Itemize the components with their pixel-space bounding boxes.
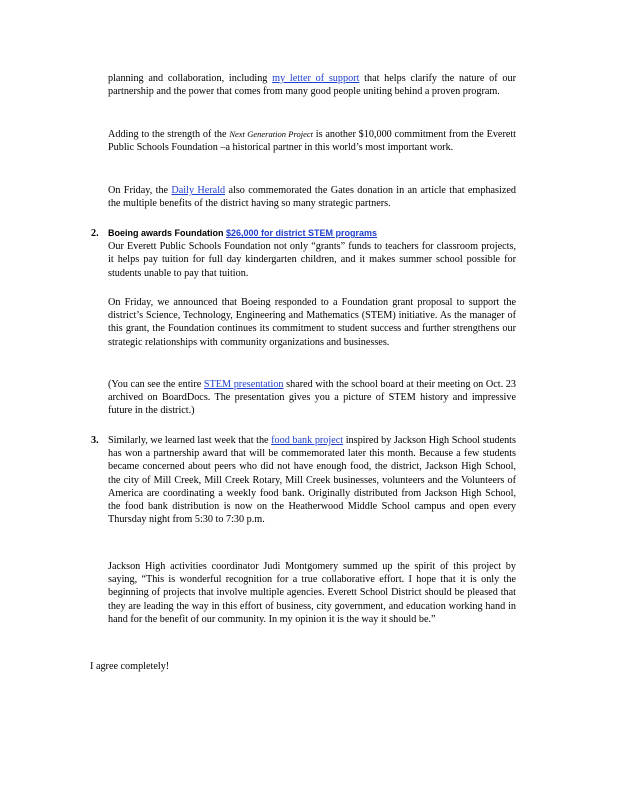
- link-letter-of-support[interactable]: my letter of support: [272, 73, 360, 84]
- text-run: is another $10,000 commitment from the Everett Public Schools Foundation –a historical partner in this world’s most important work.: [108, 129, 517, 154]
- text-run: shared with the school board at their meeting on Oct. 23 archived on BoardDocs. The presentation gives you a picture of STEM history and impressive future in the district.): [108, 379, 516, 417]
- list-number-2: 2.: [91, 228, 99, 239]
- link-daily-herald[interactable]: Daily Herald: [171, 185, 226, 196]
- text-run: Similarly, we learned last week that the: [108, 435, 272, 446]
- text-run: planning and collaboration, including: [108, 73, 273, 84]
- list-item-2: [108, 227, 516, 280]
- text-run: Adding to the strength of the: [108, 129, 230, 140]
- text-run: that helps clarify the nature of our partnership and the power that comes from many good people uniting behind a proven program.: [108, 73, 516, 98]
- paragraph-food-bank: [108, 434, 516, 526]
- paragraph-boeing-grant: On Friday, we announced that Boeing responded to a Foundation grant proposal to support the district’s Science, Technology, Engineering and Mathematics (STEM) initiative. As the manager of this grant, the Foundation continues its commitment to student success and further strengthens our strategic relationships with community organizations and businesses.: [108, 297, 516, 348]
- link-stem-programs[interactable]: $26,000 for district STEM programs: [226, 228, 378, 238]
- project-name: Next Generation Project: [229, 129, 314, 139]
- paragraph-montgomery-quote: Jackson High activities coordinator Judi Montgomery summed up the spirit of this project by saying, “This is wonderful recognition for a true collaborative effort. I hope that it is only the beginning of projects that involve multiple agencies. Everett School District should be pleased that they are leading the way in this effort of business, city government, and education working hand in hand for the benefit of our community. In my opinion it is the way it should be.”: [108, 561, 516, 625]
- closing-line: I agree completely!: [90, 661, 170, 672]
- link-stem-presentation[interactable]: STEM presentation: [203, 379, 284, 390]
- paragraph-daily-herald: [108, 184, 516, 210]
- paragraph-stem-presentation: [108, 378, 516, 418]
- heading-boeing: [108, 227, 516, 240]
- list-number-3: 3.: [91, 435, 99, 446]
- link-food-bank-project[interactable]: food bank project: [271, 435, 344, 446]
- heading-text: Boeing awards Foundation: [108, 228, 227, 238]
- paragraph-foundation: Our Everett Public Schools Foundation not only “grants” funds to teachers for classroom projects, it helps pay tuition for full day kindergarten children, and it makes summer school possible for students unable to pay that tuition.: [108, 241, 516, 279]
- text-run: inspired by Jackson High School students has won a partnership award that will be commemorated later this month. Because a few students became concerned about peers who did not have enough food, the district, Jackson High School, the city of Mill Creek, Mill Creek Rotary, Mill Creek businesses, volunteers and the Volunteers of America are coordinating a weekly food bank. Originally distributed from Jackson High School, the food bank distribution is now on the Heatherwood Middle School campus and open every Thursday night from 5:30 to 7:30 p.m.: [108, 435, 516, 526]
- text-run: On Friday, the: [108, 185, 172, 196]
- text-run: also commemorated the Gates donation in an article that emphasized the multiple benefits of the district having so many strategic partners.: [108, 185, 516, 210]
- text-run: (You can see the entire: [108, 379, 204, 390]
- paragraph-partnership: [108, 72, 516, 98]
- paragraph-next-generation: [108, 128, 516, 154]
